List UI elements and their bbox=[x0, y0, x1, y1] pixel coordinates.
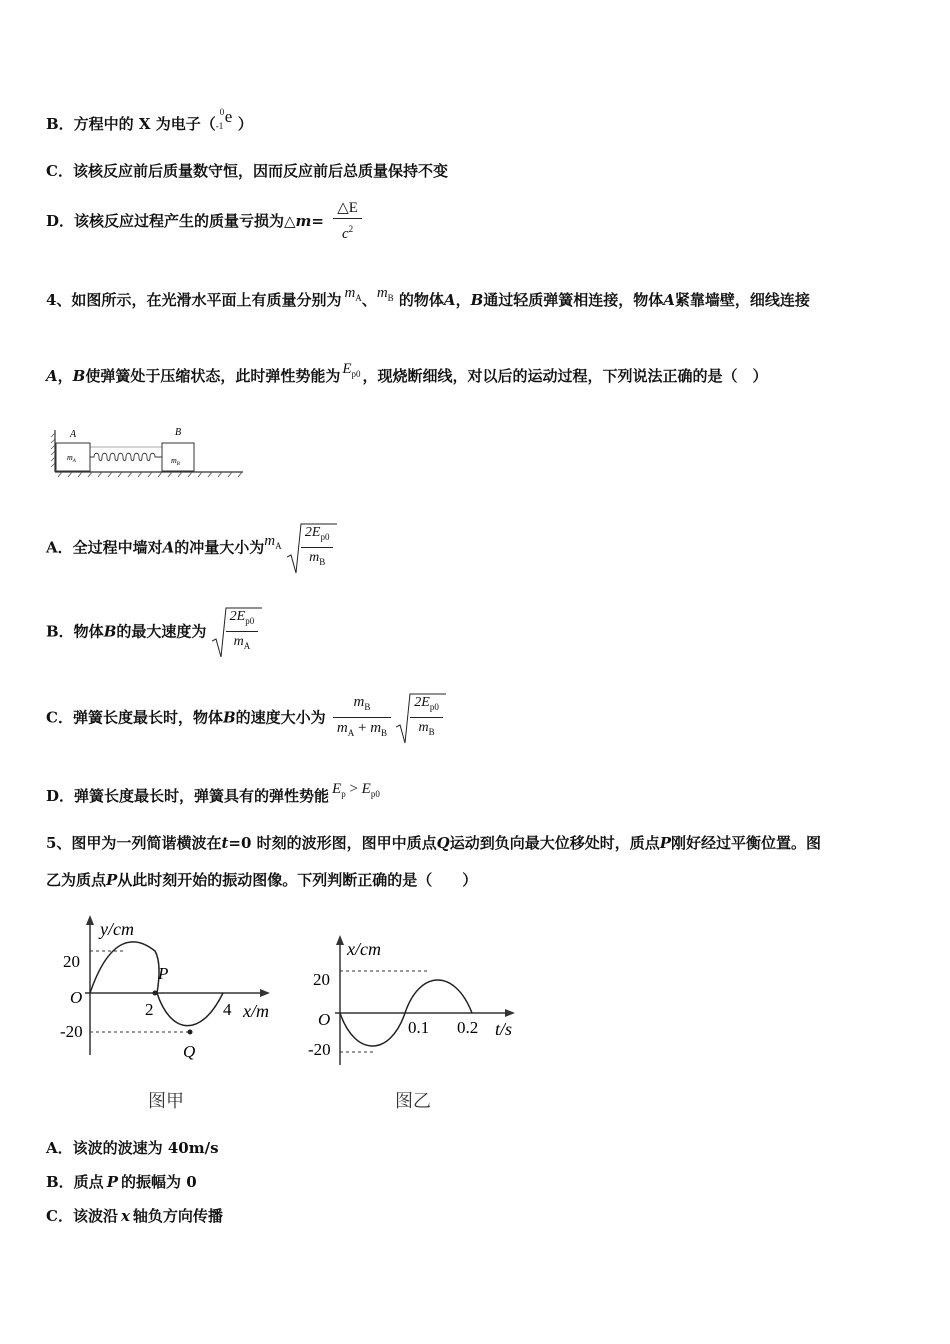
q5-option-b: B．质点 P 的振幅为 0 bbox=[46, 1173, 197, 1191]
q4-option-a: A．全过程中墙对A的冲量大小为$m_A$ $\frac{2E_{p0}}{m_B}$ bbox=[46, 523, 333, 572]
mass-b-label: $m_B$ bbox=[171, 456, 180, 467]
q5-option-a: A．该波的波速为 40m/s bbox=[46, 1139, 219, 1157]
q4-stem-line2: A，B使弹簧处于压缩状态，此时弹性势能为 $E_{p0}$ ，现烧断细线，对以后的运动过程，下列说法正确的是（ ） bbox=[46, 361, 768, 385]
wave-graph-figure bbox=[55, 915, 295, 1065]
spring-block-diagram bbox=[50, 425, 250, 480]
label-a: A bbox=[70, 429, 77, 440]
q4-option-b: B．物体B的最大速度为 $\frac{2E_{p0}}{m_A}$ bbox=[46, 607, 258, 656]
x-axis-label: x/m bbox=[243, 1001, 269, 1021]
origin-label: O bbox=[318, 1010, 331, 1029]
q5-option-c: C．该波沿 x 轴负方向传播 bbox=[46, 1207, 223, 1225]
q4-option-c: C．弹簧长度最长时，物体B的速度大小为 $\frac{m_B}{m_A + m_B}$ $\frac{2E_{p0}}{m_B}$ bbox=[46, 692, 443, 743]
wave-curve bbox=[90, 942, 223, 1026]
t-tick-02: 0.2 bbox=[457, 1018, 479, 1037]
q5-stem-line1: 5、图甲为一列简谐横波在t=0 时刻的波形图，图甲中质点Q运动到负向最大位移处时，质点P刚好经过平衡位置。图 bbox=[46, 834, 822, 852]
point-p-label: P bbox=[158, 964, 169, 983]
q3-option-b: B．方程中的 X 为电子（ 0 -1 e ） bbox=[46, 107, 253, 133]
t-axis-label: t/s bbox=[495, 1019, 513, 1039]
t-tick-01: 0.1 bbox=[408, 1018, 430, 1037]
figure-caption-jia: 图甲 bbox=[148, 1091, 184, 1112]
sqrt-expression: $\frac{2E_{p0}}{m_A}$ bbox=[212, 607, 259, 656]
y-tick-20: 20 bbox=[313, 970, 330, 989]
mass-defect-fraction: $\frac{\triangle E}{c^2}$ bbox=[333, 198, 362, 244]
block-a bbox=[56, 443, 90, 471]
q5-stem-line2: 乙为质点P从此时刻开始的振动图像。下列判断正确的是（ ） bbox=[46, 871, 478, 889]
q3-option-c: C．该核反应前后质量数守恒，因而反应前后总质量保持不变 bbox=[46, 162, 448, 180]
spring-icon bbox=[90, 453, 162, 461]
q3-option-d: D．该核反应过程产生的质量亏损为△m= $\frac{\triangle E}{c^2}$ bbox=[46, 198, 362, 244]
sqrt-expression: $\frac{2E_{p0}}{m_B}$ bbox=[396, 693, 443, 742]
y-tick-20: 20 bbox=[63, 952, 80, 971]
mass-a-label: $m_A$ bbox=[67, 453, 76, 464]
figure-caption-yi: 图乙 bbox=[395, 1091, 431, 1112]
x-tick-2: 2 bbox=[145, 1000, 154, 1019]
vibration-graph-figure bbox=[305, 935, 525, 1070]
y-tick-neg20: -20 bbox=[60, 1022, 83, 1041]
y-tick-neg20: -20 bbox=[308, 1040, 331, 1059]
q4-stem-line1: 4、如图所示，在光滑水平面上有质量分别为 $m_A$、$m_B$ 的物体A，B通过轻质弹簧相连接，物体A紧靠墙壁，细线连接 bbox=[46, 285, 810, 309]
y-axis-label: y/cm bbox=[100, 919, 134, 939]
label-b: B bbox=[175, 427, 182, 438]
origin-label: O bbox=[70, 988, 83, 1007]
electron-symbol: 0 -1 e bbox=[215, 107, 233, 131]
mass-ratio-fraction: $\frac{m_B}{m_A + m_B}$ bbox=[333, 692, 391, 743]
y-axis-label: x/cm bbox=[347, 939, 381, 959]
x-tick-4: 4 bbox=[223, 1000, 232, 1019]
sqrt-expression: $\frac{2E_{p0}}{m_B}$ bbox=[287, 523, 334, 572]
q4-option-d: D．弹簧长度最长时，弹簧具有的弹性势能 $E_p > E_{p0}$ bbox=[46, 781, 380, 805]
point-q-label: Q bbox=[183, 1042, 196, 1061]
